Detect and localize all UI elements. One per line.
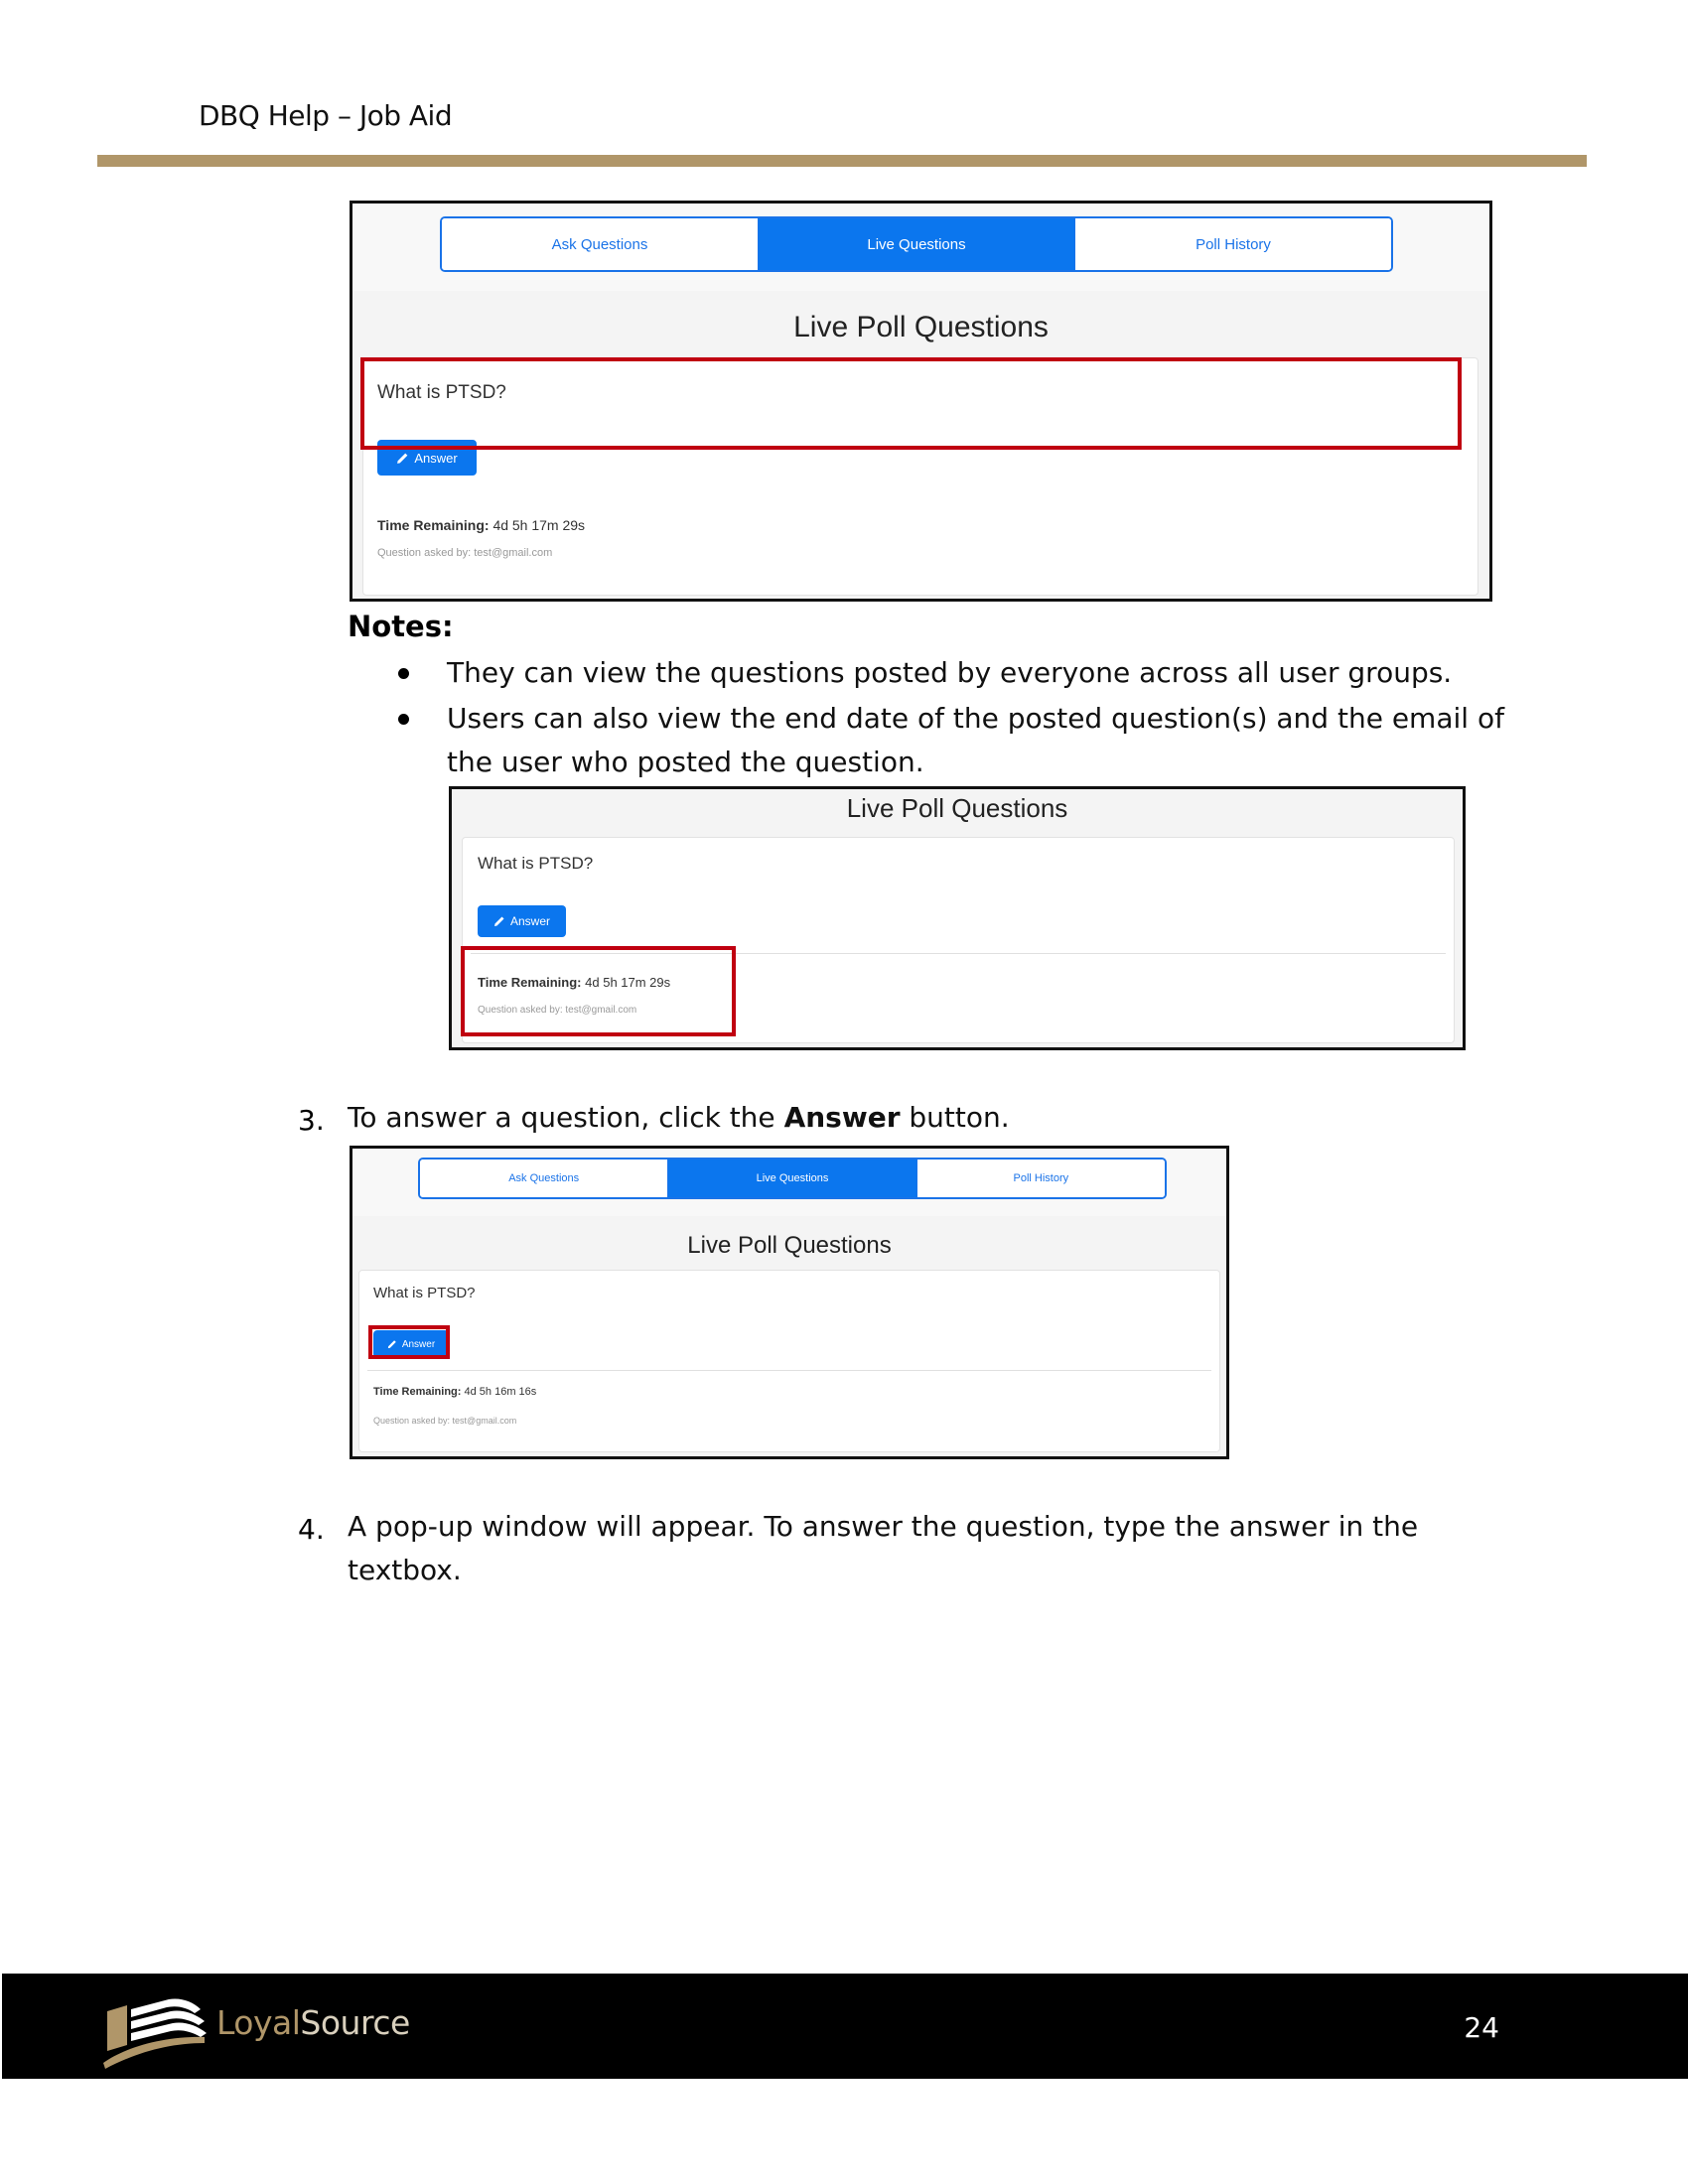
time-remaining xyxy=(377,517,585,533)
card-divider xyxy=(367,1370,1211,1371)
time-remaining-label: Time Remaining: xyxy=(478,975,582,990)
note-item: Users can also view the end date of the posted question(s) and the email of xyxy=(447,702,1504,735)
question-text: What is PTSD? xyxy=(478,854,594,873)
pencil-icon xyxy=(493,915,505,927)
asked-by-text: Question asked by: test@gmail.com xyxy=(377,547,553,559)
step-number: 4. xyxy=(298,1513,325,1546)
step-3-text xyxy=(348,1096,1010,1140)
question-text: What is PTSD? xyxy=(377,382,506,403)
step-4-text-continued: textbox. xyxy=(348,1554,462,1586)
time-remaining-value: 4d 5h 17m 29s xyxy=(492,517,586,533)
live-poll-heading: Live Poll Questions xyxy=(687,1232,892,1259)
answer-button-label: Answer xyxy=(509,914,550,928)
tab-poll-history[interactable]: Poll History xyxy=(916,1160,1165,1197)
highlight-answer-button xyxy=(368,1325,450,1359)
page-footer xyxy=(2,1974,1688,2079)
question-text: What is PTSD? xyxy=(373,1285,476,1301)
time-remaining xyxy=(373,1386,536,1398)
tab-ask-questions[interactable]: Ask Questions xyxy=(420,1160,667,1197)
notes-heading: Notes: xyxy=(348,610,454,643)
note-item: They can view the questions posted by everyone across all user groups. xyxy=(447,656,1453,689)
tab-poll-history[interactable]: Poll History xyxy=(1074,218,1391,270)
page-number: 24 xyxy=(1464,2011,1499,2044)
header-rule xyxy=(97,155,1587,167)
step-3-text-post: button. xyxy=(900,1101,1010,1134)
question-card xyxy=(358,1270,1220,1452)
screenshot-live-poll-question xyxy=(350,201,1492,602)
step-3-text-bold: Answer xyxy=(783,1101,901,1134)
brand-wordmark-part1: Loyal xyxy=(216,2003,301,2042)
highlight-time-remaining xyxy=(461,946,736,1036)
brand-wordmark xyxy=(216,2003,410,2042)
bullet-dot xyxy=(398,668,409,679)
screenshot-time-remaining xyxy=(449,786,1466,1050)
tab-ask-questions[interactable]: Ask Questions xyxy=(442,218,758,270)
live-poll-heading: Live Poll Questions xyxy=(846,793,1068,823)
tab-bar xyxy=(418,1158,1167,1199)
time-remaining-label: Time Remaining: xyxy=(373,1386,462,1398)
screenshot-answer-button xyxy=(350,1146,1229,1459)
step-3-text-pre: To answer a question, click the xyxy=(348,1101,784,1134)
live-poll-heading: Live Poll Questions xyxy=(793,311,1049,343)
pencil-icon xyxy=(396,452,409,465)
answer-button[interactable] xyxy=(478,905,566,937)
bullet-dot xyxy=(398,714,409,725)
tab-live-questions[interactable]: Live Questions xyxy=(758,218,1074,270)
asked-by-text: Question asked by: test@gmail.com xyxy=(478,1005,637,1016)
tab-bar xyxy=(440,216,1393,272)
brand-wordmark-part2: Source xyxy=(300,2003,410,2042)
answer-button-label: Answer xyxy=(401,1338,436,1350)
time-remaining-value: 4d 5h 17m 29s xyxy=(585,975,671,990)
step-number: 3. xyxy=(298,1104,325,1137)
tab-live-questions[interactable]: Live Questions xyxy=(667,1160,915,1197)
time-remaining-value: 4d 5h 16m 16s xyxy=(464,1386,537,1398)
highlight-question-box xyxy=(360,357,1462,450)
answer-button-label: Answer xyxy=(414,450,458,466)
asked-by-text: Question asked by: test@gmail.com xyxy=(373,1416,517,1426)
document-header-title: DBQ Help – Job Aid xyxy=(199,99,453,132)
time-remaining-label: Time Remaining: xyxy=(377,517,490,533)
loyalsource-logo-icon xyxy=(97,1991,209,2071)
note-item-continued: the user who posted the question. xyxy=(447,746,924,778)
step-4-text: A pop-up window will appear. To answer the question, type the answer in the xyxy=(348,1510,1419,1543)
